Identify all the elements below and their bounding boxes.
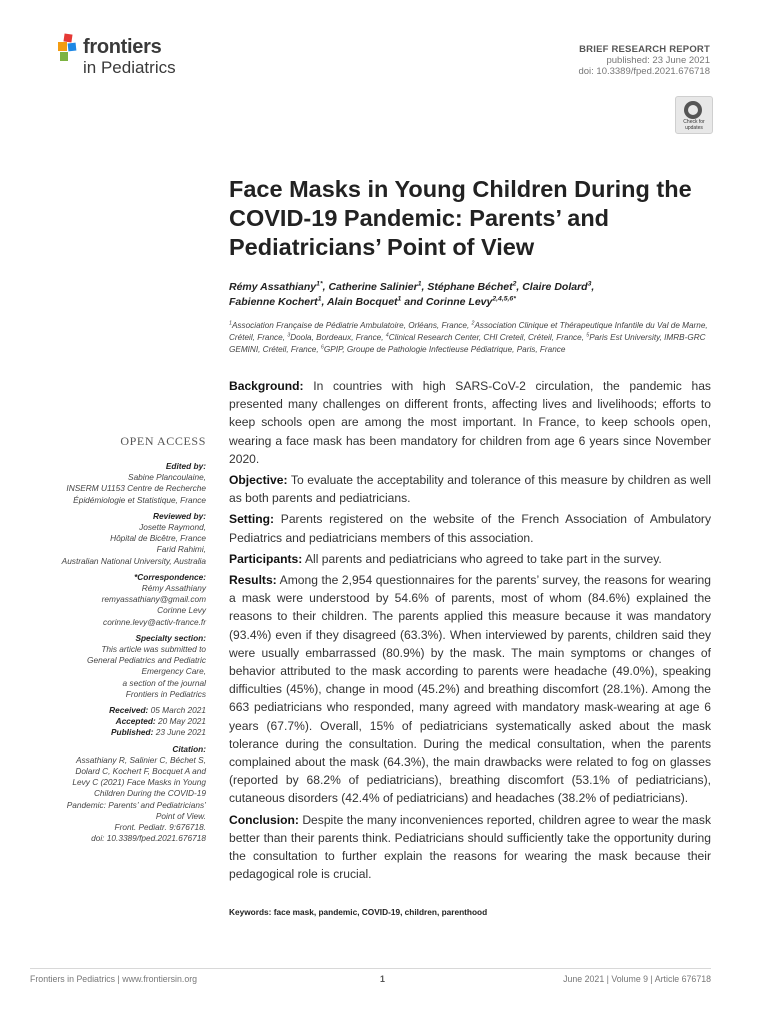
article-info-sidebar bbox=[30, 461, 206, 845]
abstract-setting: Setting: Parents registered on the website of the French Association of Ambulatory Pediatrics and pediatricians members of this association. bbox=[229, 512, 711, 545]
received-date: Received: 05 March 2021 bbox=[109, 705, 206, 716]
specialty-line: Frontiers in Pediatrics bbox=[125, 688, 206, 699]
reviewer-line: Hôpital de Bicêtre, France bbox=[110, 533, 206, 544]
citation-line: Assathiany R, Salinier C, Béchet S, bbox=[75, 754, 206, 765]
author-list: Rémy Assathiany$^{1*}$, Catherine Salinier$^1$, Stéphane Béchet$^2$, Claire Dolard$^3$, Fabienne Kochert$^1$, Alain Bocquet$^1$ and Corinne Levy$^{2,4,5,6*}$ bbox=[229, 280, 595, 308]
citation-line: Dolard C, Kochert F, Bocquet A and bbox=[75, 766, 206, 777]
citation-line: Pandemic: Parents’ and Pediatricians’ bbox=[66, 799, 206, 810]
reviewed-by-heading: Reviewed by: bbox=[152, 510, 206, 521]
author[interactable]: Catherine Salinier$^1$ bbox=[328, 280, 422, 293]
accepted-date: Accepted: 20 May 2021 bbox=[115, 716, 206, 727]
author[interactable]: Stéphane Béchet$^2$ bbox=[427, 280, 517, 293]
specialty-line: General Pediatrics and Pediatric bbox=[87, 655, 206, 666]
page-number: 1 bbox=[380, 974, 385, 984]
frontiers-logo-icon bbox=[56, 33, 82, 63]
affiliation-list: $^1$Association Française de Pédiatrie Ambulatoire, Orléans, France, $^2$Association Clinique et Thérapeutique Infantile du Val de Marne, Créteil, France, $^3$Doola, Bordeaux, France, $^4$Clinical Research Center, CHI Creteil, Créteil, France, $^5$Paris Est University, IMRB-GRC GEMINI, Créteil, France, $^6$GPIP, Groupe de Pathologie Infectieuse Pédiatrique, Paris, France bbox=[229, 320, 708, 355]
published-date: published: 23 June 2021 bbox=[606, 55, 710, 66]
journal-logo[interactable] bbox=[56, 33, 196, 81]
author[interactable]: Claire Dolard$^3$ bbox=[522, 280, 592, 293]
citation-doi[interactable]: doi: 10.3389/fped.2021.676718 bbox=[91, 833, 206, 844]
citation-line: Children During the COVID-19 bbox=[93, 788, 206, 799]
reviewer-line: Australian National University, Australia bbox=[61, 555, 206, 566]
author[interactable]: Rémy Assathiany$^{1*}$ bbox=[229, 280, 323, 293]
article-doi[interactable]: doi: 10.3389/fped.2021.676718 bbox=[578, 66, 710, 77]
citation-line: Point of View. bbox=[155, 810, 206, 821]
check-for-updates-badge[interactable] bbox=[675, 96, 713, 134]
footer-issue-info: June 2021 | Volume 9 | Article 676718 bbox=[563, 974, 711, 984]
published-date-sidebar: Published: 23 June 2021 bbox=[110, 727, 206, 738]
correspondent-name: Rémy Assathiany bbox=[141, 583, 206, 594]
journal-subname: in Pediatrics bbox=[83, 58, 176, 77]
open-access-label: OPEN ACCESS bbox=[120, 434, 206, 448]
article-title: Face Masks in Young Children During the COVID-19 Pandemic: Parents’ and Pediatricians’ Point of View bbox=[229, 176, 692, 260]
citation-line: Levy C (2021) Face Masks in Young bbox=[72, 777, 206, 788]
journal-name: frontiers bbox=[83, 36, 162, 58]
abstract-results: Results: Among the 2,954 questionnaires for the parents’ survey, the reasons for wearing a mask were understood by 54.6% of parents, most of whom (84.6%) explained the reasons to their children. The parents applied this measure because it was mandatory (93.4%) even if they disagreed (63.3%). When interviewed by parents, children said they were usually embarrassed (80.9%) by the mask. The main symptoms or changes of behavior attributed to the mask according to parents were headache (49.0%), speaking difficulties (45%), change in mood (45.2%) and breathing discomfort (28.1%). Among the 663 pediatricians who responded, many agreed with mandatory mask-wearing at age 6 years (67.7%). Overall, 15% of pediatricians systematically asked about the mask tolerance during the consultation. During the medical consultation, when the parents complained about the mask (64.3%), the main drawbacks were related to fog on glasses (reported by 68.2% of pediatricians), breathing discomfort (53.1% of pediatricians), cutaneous disorders (42.4% of pediatricians) and headaches (38.2% of pediatricians). bbox=[229, 573, 711, 806]
author[interactable]: Alain Bocquet$^1$ bbox=[326, 295, 402, 308]
check-updates-text: Check for updates bbox=[683, 119, 705, 131]
check-updates-icon bbox=[684, 101, 702, 119]
keywords: Keywords: face mask, pandemic, COVID-19, children, parenthood bbox=[229, 907, 488, 917]
abstract-background: Background: In countries with high SARS-CoV-2 circulation, the pandemic has presented many challenges on different fronts, affecting lives and livelihoods; efforts to keep schools open are among the most important. In France, to keep schools open, wearing a face mask has been mandatory for children from age 6 years since November 2020. bbox=[229, 379, 711, 466]
abstract bbox=[229, 377, 711, 886]
reviewer-line: Farid Rahimi, bbox=[156, 544, 206, 555]
footer-journal-link[interactable]: Frontiers in Pediatrics | www.frontiersin.org bbox=[30, 974, 198, 984]
abstract-objective: Objective: To evaluate the acceptability and tolerance of this measure by children as well as both parents and pediatricians. bbox=[229, 473, 711, 506]
reviewer-line: Josette Raymond, bbox=[139, 522, 206, 533]
citation-heading: Citation: bbox=[172, 743, 206, 754]
specialty-line: a section of the journal bbox=[122, 677, 206, 688]
editor-line: INSERM U1153 Centre de Recherche bbox=[66, 483, 206, 494]
correspondence-heading: *Correspondence: bbox=[134, 571, 206, 582]
author[interactable]: Fabienne Kochert$^1$ bbox=[229, 295, 322, 308]
specialty-line: Emergency Care, bbox=[141, 666, 206, 677]
specialty-section-heading: Specialty section: bbox=[135, 632, 206, 643]
editor-line: Sabine Plancoulaine, bbox=[128, 472, 206, 483]
abstract-participants: Participants: All parents and pediatricians who agreed to take part in the survey. bbox=[229, 551, 662, 566]
correspondent-name: Corinne Levy bbox=[157, 605, 206, 616]
footer-divider bbox=[30, 968, 711, 969]
edited-by-heading: Edited by: bbox=[165, 461, 206, 471]
editor-line: Épidémiologie et Statistique, France bbox=[73, 494, 206, 505]
author[interactable]: Corinne Levy$^{2,4,5,6*}$ bbox=[425, 295, 516, 308]
citation-line: Front. Pediatr. 9:676718. bbox=[114, 822, 206, 833]
specialty-line: This article was submitted to bbox=[101, 644, 206, 655]
article-type: BRIEF RESEARCH REPORT bbox=[579, 44, 710, 55]
abstract-conclusion: Conclusion: Despite the many inconveniences reported, children agree to wear the mask better than their parents think. Pediatricians should sufficiently take the opportunity during the consultation to further explain the reasons for wearing the mask because their pedagogical role is crucial. bbox=[229, 812, 711, 882]
correspondent-email[interactable]: corinne.levy@activ-france.fr bbox=[103, 616, 206, 627]
correspondent-email[interactable]: remyassathiany@gmail.com bbox=[101, 594, 206, 605]
article-header-meta bbox=[578, 44, 710, 77]
